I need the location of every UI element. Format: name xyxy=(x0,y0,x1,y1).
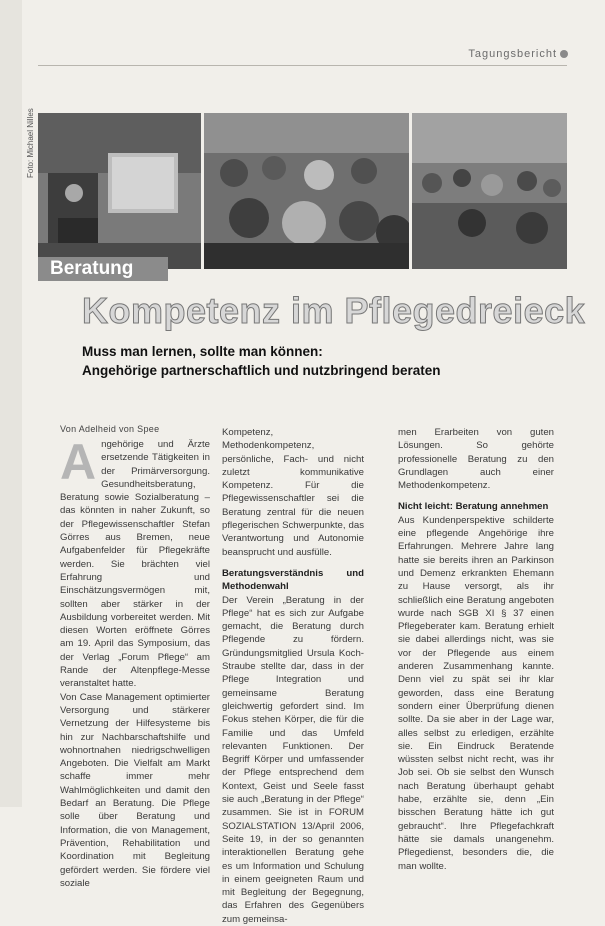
photo-audience xyxy=(204,113,409,269)
paragraph: men Erarbeiten von guten Lösungen. So gehörte professionelle Beratung zu den Grundlagen auch einer Methodenkompetenz. xyxy=(398,427,554,492)
paragraph: Von Case Management optimierter Versorgung und stärkerer Vernetzung der Hilfesysteme bis hin zur Nachbarschaftshilfe und wohnortnahen niedrigschwelligen Angeboten. Die Vielfalt am Markt schaffe immer mehr Wahlmöglichkeiten und damit den Bedarf an Beratung. Die Pflege solle über Beratung und Information, die von Management, Prävention, Rehabilitation und Koordination mit Begleitung gefördert werden. Sie fördere viel soziale xyxy=(60,691,210,889)
photo-credit: Foto: Michael Nilles xyxy=(26,108,35,178)
header-bullet-icon xyxy=(560,50,568,58)
header-rule xyxy=(38,65,567,66)
article-subtitle xyxy=(82,342,441,380)
article-title: Kompetenz im Pflegedreieck xyxy=(82,290,586,331)
paragraph: Der Verein „Beratung in der Pflege“ hat es sich zur Aufgabe gemacht, die Beratung durch Pflegende zu fördern. Gründungsmitglied Ursula Koch-Straube stellte dar, dass in der Pflege Integration und gemeinsame Beratung gleichwertig gefordert sind. Im Fokus stehen Körper, die für die Familie und das Umfeld relevanten Funktionen. Der Begriff Körper und umfassender der Pflege entsprechend dem Kontext, Geist und Seele fasst sie auch „Beratung in der Pflege“ zusammen. Sie ist in FORUM SOZIALSTATION 13/April 2006, Seite 19, in der so genannten interaktionellen Beratung gehe es um Information und Schulung in einem geeigneten Raum und mit Begleitung der Begegnung, das Erfahren des Gegenübers zum gemeinsa- xyxy=(222,594,364,925)
photo-speaker-at-lectern xyxy=(38,113,201,269)
subheading: Beratungsverständnis und Methodenwahl xyxy=(222,567,364,593)
text-column-1 xyxy=(60,434,210,890)
subtitle-line-2: Angehörige partnerschaftlich und nutzbringend beraten xyxy=(82,363,441,378)
header-tag: Tagungsbericht xyxy=(468,48,557,60)
subtitle-line-1: Muss man lernen, sollte man können: xyxy=(82,344,323,359)
text-column-2 xyxy=(222,426,364,926)
paragraph: Aus Kundenperspektive schilderte eine pflegende Angehörige ihre Erfahrungen. Mehrere Jahre lang hatte sie bereits ihren an Parkinson und Demenz erkrankten Ehemann zu Hause versorgt, als ihr schließlich eine Beratung angeboten wurde nach SGB XI § 37 einen Pflegeberater kam. Beratung erhielt sie dabei allerdings nicht, was sie vor der Pflegende aus einem anderen Zusammenhang kannte. Denn viel zu spät sei ihr klar geworden, dass eine Beratung sondern einer Überprüfung dienen sollte. Da sie aber in der Lage war, alles selbst zu erledigen, erzählte sie. Ein Eindruck Beratende wüssten selbst nicht recht, was ihr Job sei. Ob sie selbst den Wunsch nach Beratung überhaupt gehabt habe, erzählte sie, denn „Ein bisschen Beratung hätte ich gut gebraucht“. Ihre Pflegefachkraft hätte sie damals unangenehm. Pflegedienst, besonders die, die man wollte. xyxy=(398,514,554,872)
subheading: Nicht leicht: Beratung annehmen xyxy=(398,501,549,513)
byline: Von Adelheid von Spee xyxy=(60,424,160,434)
text-column-3 xyxy=(398,426,554,873)
paragraph: ngehörige und Ärzte ersetzende Tätigkeiten in der Primärversorgung. Gesundheitsberatung, Beratung sowie Sozialberatung – das könnten in naher Zukunft, so der Pflegewissenschaftler Stefan Görres aus Bremen, neue Aufgabenfelder für Pflegekräfte werden. Sie brächten viel Erfahrung und Einschätzungsvermögen mit, sollten aber stärker in der Ausbildung vorbereitet werden. Mit diesen Worten eröffnete Görres am 19. April das Symposium, das der Verlag „Forum Pflege“ am Rande der Altenpflege-Messe veranstaltet hatte. xyxy=(60,439,210,690)
page-edge xyxy=(0,0,22,807)
photo-hall-crowd xyxy=(412,113,567,269)
paragraph: Kompetenz, Methodenkompetenz, persönliche, Fach- und nicht zuletzt kommunikative Kompetenz. Für die Pflegewissenschaftler sei die Beratung zentral für die neuen pflegerischen Schwerpunkte, das Verantwortung und Autonomie beansprucht und ausfülle. xyxy=(222,427,364,558)
drop-cap: A xyxy=(60,434,97,490)
section-label: Beratung xyxy=(38,257,168,281)
